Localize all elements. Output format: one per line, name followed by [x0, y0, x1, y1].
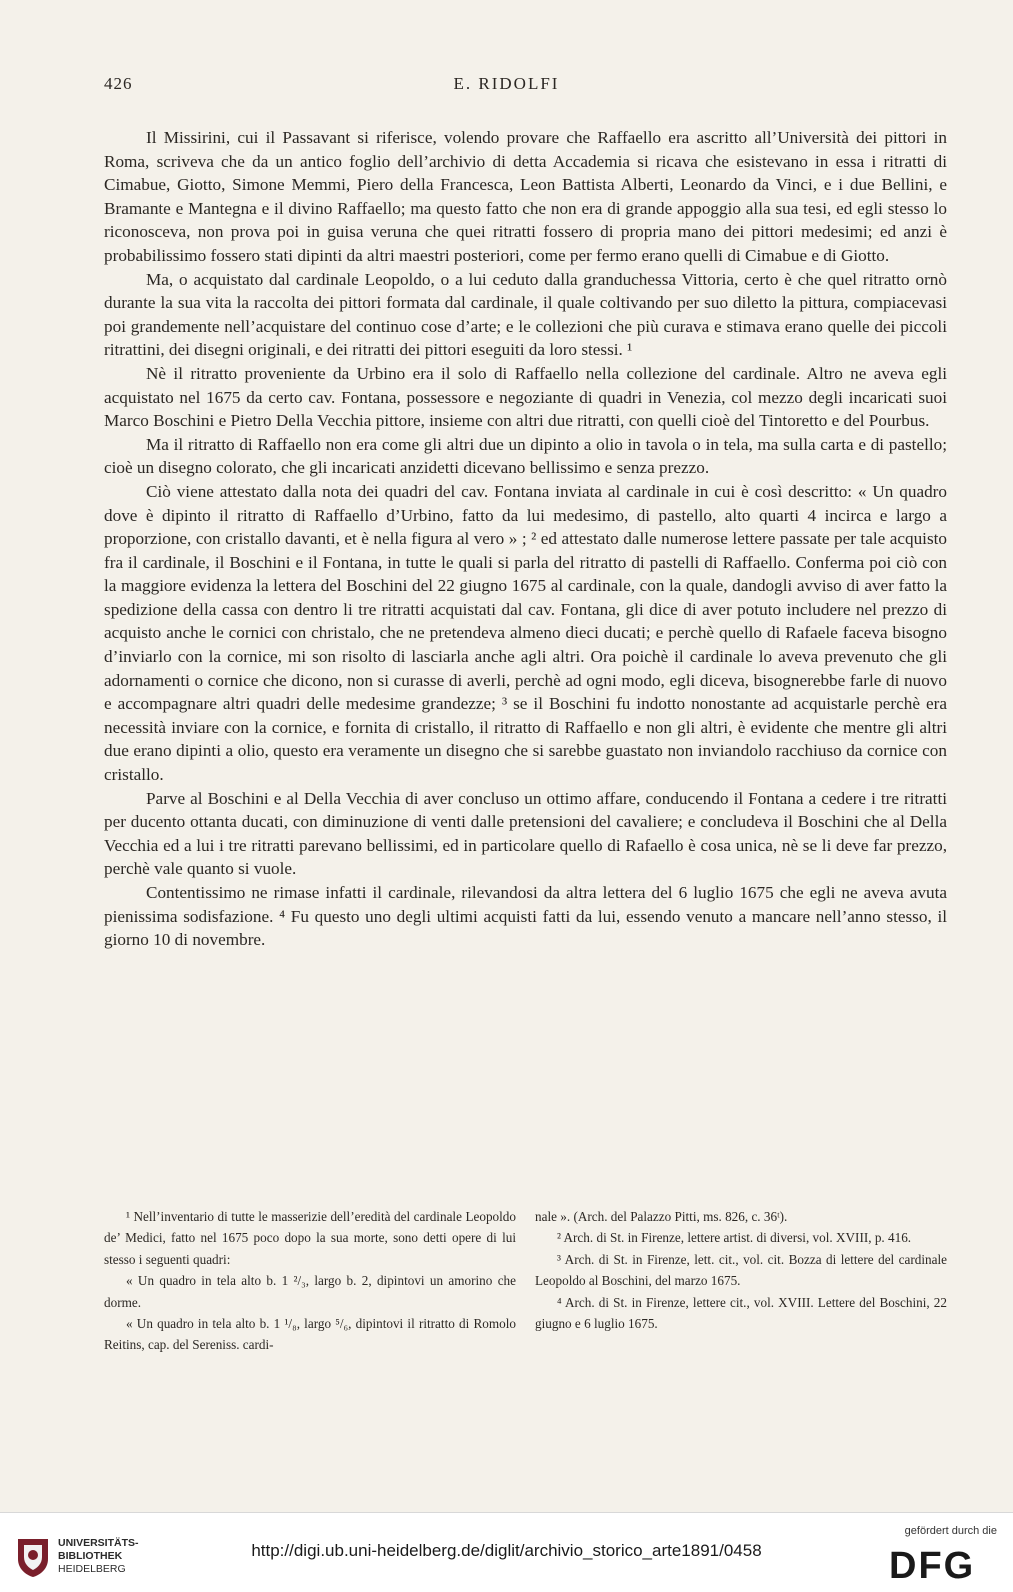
library-name-line: UNIVERSITÄTS- [58, 1537, 139, 1549]
footnote: ³ Arch. di St. in Firenze, lett. cit., vol. cit. Bozza di lettere del cardinale Leopoldo al Boschini, del marzo 1675. [535, 1251, 947, 1289]
paragraph: Ciò viene attestato dalla nota dei quadri del cav. Fontana inviata al cardinale in cui è così descritto: « Un quadro dove è dipinto il ritratto di Raffaello d’Urbino, fatto da lui medesimo, di pastello, alto quarti 4 incirca e largo a proporzione, con cristallo davanti, et è nella figura al vero » ; ² ed attestato dalle numerose lettere passate per tale acquisto fra il cardinale, il Boschini e il Fontana, in tutte le quali si parla del ritratto di pastelli di Raffaello. Conferma poi ciò con la maggiore evidenza la lettera del Boschini del 22 giugno 1675 al cardinale, con la quale, dandogli avviso di aver fatto la spedizione della cassa con dentro li tre ritratti acquistati dal cav. Fontana, gli dice di aver potuto includere nel prezzo di acquisto anche le cornici con christalo, che ne pretendeva almeno dieci ducati; e perchè quello di Rafaele faceva bisogno d’inviarlo con la cornice, mi son risolto di lasciarla anche agli altri. Ora poichè il cardinale lo aveva prevenuto che gli adornamenti o cornice che dicono, non si curasse di averli, perchè ad ogni modo, egli diceva, bisognerebbe farle di nuovo e accompagnare altri quadri delle medesime grandezze; ³ se il Boschini fu indotto nonostante ad acquistarle perchè era necessità inviare con la cornice, e fornita di cristallo, il ritratto di Raffaello e non gli altri, è evidente che mentre gli altri due erano dipinti a olio, questo era veramente un disegno che si sarebbe guastato non inviandolo racchiuso da cornice con cristallo. [104, 481, 947, 785]
footnote: nale ». (Arch. del Palazzo Pitti, ms. 826, c. 36ᵗ). [535, 1209, 788, 1224]
dfg-logo-icon [887, 1543, 997, 1583]
footnotes-left-column [104, 1206, 516, 1356]
library-name-line: BIBLIOTHEK [58, 1550, 123, 1562]
viewer-footer [0, 1512, 1013, 1592]
footnote: ⁴ Arch. di St. in Firenze, lettere cit., vol. XVIII. Lettere del Boschini, 22 giugno e 6 luglio 1675. [535, 1294, 947, 1332]
paragraph: Nè il ritratto proveniente da Urbino era il solo di Raffaello nella collezione del cardinale. Altro ne aveva egli acquistato nel 1675 da certo cav. Fontana, possessore e negoziante di quadri in Venezia, col mezzo degli incaricati suoi Marco Boschini e Pietro Della Vecchia pittore, insieme con altri due ritratti, con quelli cioè del Tintoretto e del Pourbus. [104, 363, 947, 431]
running-head: E. RIDOLFI [453, 74, 560, 93]
footnote: « Un quadro in tela alto b. 1 ¹/₈, largo ⁵/₆, dipintovi il ritratto di Romolo Reitins, cap. del Sereniss. cardi- [104, 1316, 516, 1353]
footnotes-right-column [535, 1206, 947, 1334]
paragraph: Ma il ritratto di Raffaello non era come gli altri due un dipinto a olio in tavola o in tela, ma sulla carta e di pastello; cioè un disegno colorato, che gli incaricati anzidetti dicevano bellissimo e senza prezzo. [104, 434, 947, 478]
body-text [104, 126, 947, 952]
paragraph: Parve al Boschini e al Della Vecchia di aver concluso un ottimo affare, conducendo il Fontana a cedere i tre ritratti per ducento ottanta ducati, con diminuzione di venti dalle pretensioni del cavaliere; e concludeva il Boschini che al Della Vecchia ed a lui i tre ritratti parevano bellissimi, ed in particolare quello di Rafaello è cosa unica, nè se li deve far prezzo, perchè vale quanto si vuole. [104, 788, 947, 879]
paragraph: Contentissimo ne rimase infatti il cardinale, rilevandosi da altra lettera del 6 luglio 1675 che egli ne aveva avuta pienissima sodisfazione. ⁴ Fu questo uno degli ultimi acquisti fatti da lui, essendo venuto a mancare nell’anno stesso, il giorno 10 di novembre. [104, 883, 947, 950]
paragraph: Ma, o acquistato dal cardinale Leopoldo, o a lui ceduto dalla granduchessa Vittoria, certo è che quel ritratto ornò durante la sua vita la raccolta dei pittori formata dal cardinale, il quale coltivando per suo diletto la pittura, compiacevasi poi grandemente nell’acquistare del continuo cose d’arte; e le collezioni che più curava e stimava erano quelle dei piccoli ritrattini, dei disegni originali, e dei ritratti dei pittori eseguiti da loro stessi. ¹ [104, 269, 947, 360]
page-number: 426 [104, 74, 133, 93]
footnote: « Un quadro in tela alto b. 1 ²/₃, largo b. 2, dipintovi un amorino che dorme. [104, 1273, 516, 1310]
funding-caption: gefördert durch die [904, 1525, 997, 1537]
svg-text:DFG: DFG [889, 1545, 976, 1583]
paragraph: Il Missirini, cui il Passavant si riferisce, volendo provare che Raffaello era ascritto all’Università dei pittori in Roma, scriveva che da un antico foglio dell’archivio di detta Accademia si ricava che esistevano in essa i ritratti di Cimabue, Giotto, Simone Memmi, Piero della Francesca, Leon Battista Alberti, Leonardo da Vinci, e i due Bellini, e Bramante e Mantegna e il divino Raffaello; ma questo fatto che non era di grande appoggio alla sua tesi, ed egli stesso lo riconosceva, non prova poi in guisa veruna che quei ritratti fossero di propria mano dei pittori medesimi; ed anzi è probabilissimo fossero stati dipinti da altri maestri posteriori, come per fermo erano quelli di Cimabue e di Giotto. [104, 128, 947, 265]
footnote: ² Arch. di St. in Firenze, lettere artist. di diversi, vol. XVIII, p. 416. [557, 1230, 912, 1246]
library-name-line: HEIDELBERG [58, 1563, 126, 1575]
permalink-url[interactable]: http://digi.ub.uni-heidelberg.de/diglit/archivio_storico_arte1891/0458 [251, 1541, 762, 1560]
footnote: ¹ Nell’inventario di tutte le masserizie dell’eredità del cardinale Leopoldo de’ Medici, fatto nel 1675 poco dopo la sua morte, sono detti opere di lui stesso i seguenti quadri: [104, 1209, 516, 1267]
